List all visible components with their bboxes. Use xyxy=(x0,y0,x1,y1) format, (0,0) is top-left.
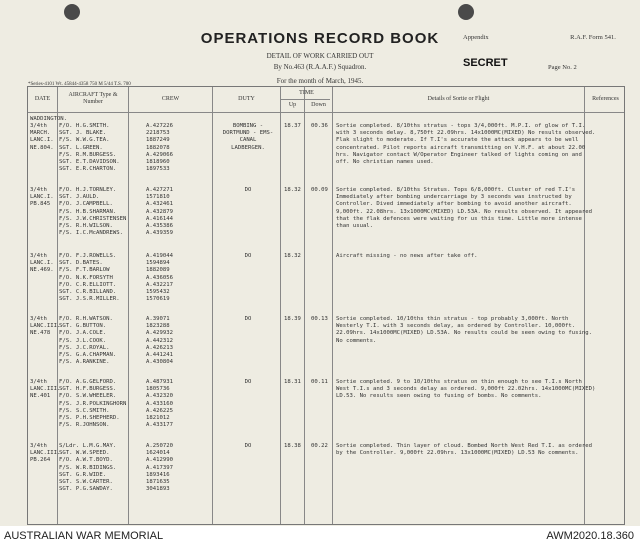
col-time: TIME xyxy=(299,90,314,96)
entry-date: 3/4th LANC.I. PB.845 xyxy=(30,187,54,208)
col-aircraft: AIRCRAFT Type & Number xyxy=(68,92,118,105)
entry-crew-numbers: A.427271 1571810 A.432461 A.432879 A.416144 A.435386 A.439359 xyxy=(146,187,173,237)
page-title: OPERATIONS RECORD BOOK xyxy=(200,30,440,47)
entry-date: 3/4th LANC.III. NE.478 xyxy=(30,316,61,337)
entry-date: 3/4th MARCH. LANC.I. NE.804. xyxy=(30,123,54,151)
entry-time-up: 18.38 xyxy=(284,443,301,449)
appendix-label: Appendix xyxy=(463,34,489,41)
entry-crew-names: F/O. A.G.GELFORD. SGT. H.F.BURGESS. F/O. S.W.WHEELER. F/S. J.R.POLKINGHORN F/S. S.C.SMITH. F/S. P.H.SHEPHERD. F/S. R.JOHNSON. xyxy=(59,379,127,429)
entry-crew-numbers: A.487931 1805736 A.432320 A.433160 A.426225 1821012 A.433177 xyxy=(146,379,173,429)
entry-time-up: 18.31 xyxy=(284,379,301,385)
entry-details: Sortie completed. 8/10ths stratus - tops 3/4,000ft. M.P.I. of glow of T.I. with 3 seconds delay. 8,750ft 22.09hrs. 14x1000MC(MIXED) No results observed. Flak slight to moderate. If T.I's accurate the attack appears to be well concentrated. Pilot reports aircraft transmitting on V.H.F. at about 22.00 hrs. Navigator contact W/Operator Engineer talked of lights coming on and off. No christian names used. xyxy=(336,123,596,166)
entry-duty: DO xyxy=(244,443,252,449)
entry-time-up: 18.39 xyxy=(284,316,301,322)
entry-details: Sortie completed. Thin layer of cloud. Bombed North West Red T.I. as ordered by the Controller. 9,000ft 22.09hrs. 13x1000MC(MIXED) LD.53 No comments. xyxy=(336,443,592,457)
col-duty: DUTY xyxy=(238,96,255,102)
secret-stamp: SECRET xyxy=(463,57,508,69)
page-subtitle: DETAIL OF WORK CARRIED OUT xyxy=(266,52,374,60)
punch-hole-right xyxy=(458,4,474,20)
entry-details: Sortie completed. 10/10ths thin stratus - top probably 3,000ft. North Westerly T.I. with 3 seconds delay, as ordered by Controller. 10,000ft. 22.09hrs. 14x1000MC(MIXED) LD.53A. No results could be seen owing to fusing. No comments. xyxy=(336,316,592,344)
squadron-line: By No.463 (R.A.A.F.) Squadron. xyxy=(273,63,367,71)
entry-time-down: 00.22 xyxy=(311,443,328,449)
footer-institution: AUSTRALIAN WAR MEMORIAL xyxy=(4,530,164,542)
entry-duty: BOMBING - DORTMUND - EMS- CANAL LADBERGEN. xyxy=(222,123,274,151)
entry-crew-numbers: A.39071 1823288 A.429932 A.442312 A.426213 A.441241 A.430804 xyxy=(146,316,173,366)
entry-crew-numbers: A.250720 1624014 A.412990 A.417397 1893416 1871635 3041893 xyxy=(146,443,173,493)
form-number: R.A.F. Form 541. xyxy=(570,34,616,41)
col-details: Details of Sortie or Flight xyxy=(427,96,490,102)
entry-details: Sortie completed. 9 to 10/10ths stratus on thin enough to see T.I.s North West T.I.s and 3 seconds delay as ordered. 9,000ft 22.02hrs. 14x1000MC(MIXED) LD.53. No results seen owing to fusing of bombs. No comments. xyxy=(336,379,596,400)
entry-duty: DO xyxy=(244,187,252,193)
entry-crew-numbers: A.419044 1594894 1882089 A.436056 A.432217 1595432 1570619 xyxy=(146,253,173,303)
col-references: References xyxy=(592,96,619,102)
footer-catalog-id: AWM2020.18.360 xyxy=(546,530,634,542)
entry-crew-names: F/O. F.J.ROWELLS. SGT. D.BATES. F/S. F.T.BARLOW F/O. N.K.FORSYTH F/O. C.R.ELLIOTT. SGT. C.R.BILLAND. SGT. J.S.R.MILLER. xyxy=(59,253,120,303)
entry-details: Aircraft missing - no news after take off. xyxy=(336,253,478,259)
entry-details: Sortie completed. 8/10ths Stratus. Tops 6/8,000ft. Cluster of red T.I's Immediately after bombing undercarriage by 3 seconds was instructed by Controller. Dived immediately after bombing to avoid another aircraft. 9,000ft. 22.08hrs. 13x1000MC(MIXED) LD.53A. No results observed. It appeared that the flak defences were waiting for us this time. Little more intense than usual. xyxy=(336,187,592,230)
entry-crew-names: F/O. H.G.SMITH. SGT. J. BLAKE. F/S. W.W.G.TEA. SGT. L.GREEN. F/S. R.M.BURGESS. SGT. E.T.DAVIDSON. SGT. E.R.CHARTON. xyxy=(59,123,120,173)
entry-crew-names: S/Ldr. L.M.G.MAY. SGT. W.W.SPEED. F/O. A.W.T.BOYD. F/S. W.R.BIDINGS. SGT. G.R.WIDE. SGT. S.W.CARTER. SGT. P.G.SAWDAY. xyxy=(59,443,117,493)
period-line: For the month of March, 1945. xyxy=(276,77,364,85)
printer-note: *Series-4101 Wt. 45844-4358 750 M 5/44 T.S. 700 xyxy=(28,82,131,87)
punch-hole-left xyxy=(64,4,80,20)
col-up: Up xyxy=(288,102,297,108)
entry-time-up: 18.32 xyxy=(284,187,301,193)
entry-time-down: 00.36 xyxy=(311,123,328,129)
entry-time-up: 18.32 xyxy=(284,253,301,259)
operations-table xyxy=(27,86,625,525)
entry-crew-numbers: A.427226 2218753 1887249 1882078 A.429066 1818960 1897533 xyxy=(146,123,173,173)
base-name: WADDINGTON. xyxy=(30,116,68,122)
entry-date: 3/4th LANC.I. NE.469. xyxy=(30,253,54,274)
entry-crew-names: F/O. H.J.TORNLEY. SGT. J.AULD. F/O. J.CAMPBELL. F/S. H.B.SHARMAN. F/S. J.W.CHRISTENSEN F/S. R.H.WILSON. F/S. I.C.McANDREWS. xyxy=(59,187,127,237)
entry-time-up: 18.37 xyxy=(284,123,301,129)
entry-duty: DO xyxy=(244,316,252,322)
entry-duty: DO xyxy=(244,253,252,259)
entry-date: 3/4th LANC.III. PB.264 xyxy=(30,443,61,464)
col-crew: CREW xyxy=(161,96,180,102)
col-down: Down xyxy=(311,102,326,108)
archive-footer xyxy=(0,526,640,548)
entry-time-down: 00.13 xyxy=(311,316,328,322)
page-number: Page No. 2 xyxy=(548,64,577,71)
entry-crew-names: F/O. R.H.WATSON. SGT. G.BUTTON. F/O. J.A.COLE. F/S. J.L.COOK. F/S. J.C.ROYAL. F/S. G.A.CHAPMAN. F/S. A.RANKINE. xyxy=(59,316,117,366)
col-date: DATE xyxy=(34,96,51,102)
entry-time-down: 00.09 xyxy=(311,187,328,193)
entry-time-down: 00.11 xyxy=(311,379,328,385)
entry-duty: DO xyxy=(244,379,252,385)
entry-date: 3/4th LANC.III. NE.401 xyxy=(30,379,61,400)
